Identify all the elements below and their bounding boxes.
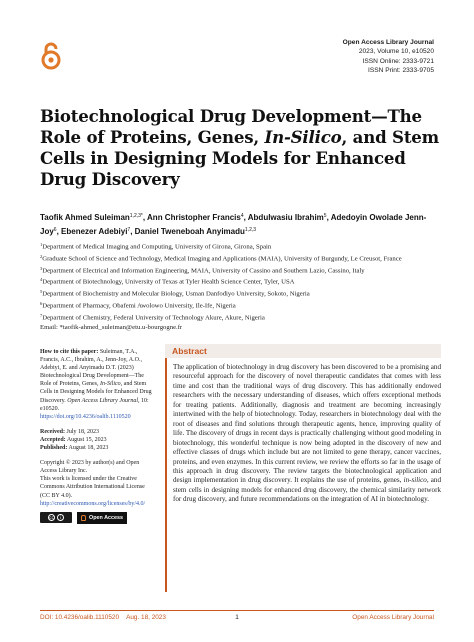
- author-affiliation-marker: 1,2,3: [244, 227, 257, 233]
- journal-info: [274, 38, 434, 76]
- abstract-body-1: The application of biotechnology in drug discovery has been discovered to be a promising and resourceful approach for the discovery of novel therapeutic candidates that comes with less time and cost than the traditional ways of drug discovery. This has additionally endowed researchers with the necessary understanding of diseases, which offers exceptional methods for treating patients. Additionally, diagnosis and treatment are becoming increasingly intertwined with the help of biotechnology. Today, researchers in biotechnology deal with the root of diseases and find solutions through therapeutic agents, hence, improving quality of life. The discovery of drugs in recent days is practically challenging without good modeling in biotechnology, this wonderful technique is now being adopted in the discovery of new and effective classes of drugs which include but are not limited to gene therapy, cancer vaccines, proteins, and even enzymes. In this current review, we review the efforts so far in the usage of this approach in drug discovery. The review targets the biotechnological application and design implementation in drug discovery. It explains the use of proteins, genes,: [173, 363, 441, 485]
- abstract-italic: in-silico: [403, 476, 427, 485]
- abstract-body-2: , and stem cells in designing models for enhanced drug discovery, the chemical similarity network for drug discovery, and future recommendations on the integration of AI in biotechnology.: [173, 476, 441, 504]
- journal-volume: 2023, Volume 10, e10520: [358, 48, 434, 56]
- affiliation-item: [40, 252, 440, 264]
- affiliation-number: 5: [40, 289, 43, 295]
- license-badges: [40, 512, 156, 524]
- affiliation-text: Department of Pharmacy, Obafemi Awolowo University, Ile-Ife, Nigeria: [42, 302, 236, 310]
- affiliation-text: Department of Electrical and Information Engineering, MAIA, University of Cassino and Southern Lazio, Cassino, Italy: [42, 267, 365, 275]
- license-url[interactable]: http://creativecommons.org/licenses/by/4.0/: [40, 500, 146, 507]
- cite-text: Suleiman, T.A., Francis, A.C., Ibrahim, A., Jenn-Joy, A.O., Adebiyi, E. and Anyimadu D.T. (2023) Biotechnological Drug Development—The Role of Proteins, Genes,: [40, 349, 144, 388]
- title-italic: In-Silico: [264, 127, 342, 147]
- published-date: [40, 444, 156, 452]
- author-name: Daniel Tweneboah Anyimadu: [134, 227, 245, 236]
- author-affiliation-marker: 4: [240, 213, 244, 219]
- affiliation-number: 6: [40, 300, 43, 306]
- title-part-1: Biotechnological Drug Development—The Role of Proteins, Genes,: [40, 106, 422, 147]
- open-access-logo-icon: [40, 40, 62, 70]
- author-name: Ann Christopher Francis: [147, 213, 241, 222]
- author-affiliation-marker: 6: [53, 227, 57, 233]
- footer-doi[interactable]: [40, 614, 166, 621]
- published-value: August 18, 2023: [67, 445, 109, 452]
- open-access-badge[interactable]: [77, 512, 127, 524]
- author-name: Adedoyin Owolade Jenn-Joy: [40, 213, 427, 236]
- received-value: July 18, 2023: [65, 428, 100, 435]
- author-separator: ,: [243, 213, 248, 222]
- author-name: Ebenezer Adebiyi: [61, 227, 128, 236]
- affiliation-text: Department of Medical Imaging and Computing, University of Girona, Girona, Spain: [42, 243, 272, 251]
- affiliation-text: Graduate School of Science and Technology, Medical Imaging and Applications (MAIA), University of Burgundy, Le Creusot, France: [42, 255, 402, 263]
- article-info-column: [40, 348, 156, 524]
- cc-by-icon[interactable]: cc i: [40, 512, 72, 523]
- author-affiliation-marker: 5: [323, 213, 327, 219]
- license-text: This work is licensed under the Creative Commons Attribution International License (CC BY 4.0).: [40, 476, 145, 499]
- cite-text-3: , 10: e10520.: [40, 397, 149, 412]
- received-label: Received:: [40, 428, 65, 435]
- accepted-date: [40, 436, 156, 444]
- affiliation-item: [40, 299, 440, 311]
- abstract-text: [173, 363, 441, 505]
- issn-online: ISSN Online: 2333-9721: [362, 57, 434, 65]
- cite-journal: Open Access Library Journal: [67, 397, 138, 404]
- cite-text-2: , and Stem Cells in Designing Models for Enhanced Drug Discovery.: [40, 381, 152, 404]
- accepted-value: August 15, 2023: [65, 436, 107, 443]
- published-label: Published:: [40, 445, 68, 452]
- author-separator: ,: [56, 227, 62, 236]
- corresponding-email[interactable]: Email: *taofik-ahmed_suleiman@etu.u-bourgogne.fr: [40, 323, 183, 331]
- affiliation-number: 7: [40, 312, 43, 318]
- affiliation-item: [40, 311, 440, 323]
- author-list: [40, 210, 440, 238]
- accepted-label: Accepted:: [40, 436, 66, 443]
- open-access-label: Open Access: [89, 514, 123, 521]
- title-part-2: , and Stem Cells in Designing Models for Enhanced Drug Discovery: [40, 127, 440, 189]
- author-separator: ,: [326, 213, 331, 222]
- cite-doi-link[interactable]: https://doi.org/10.4236/oalib.1110520: [40, 413, 131, 420]
- cite-italic: In-Silico: [100, 381, 121, 388]
- page-number: 1: [235, 614, 239, 621]
- footer-rule: [40, 610, 434, 611]
- received-date: [40, 428, 156, 436]
- affiliation-item: [40, 240, 440, 252]
- abstract-heading: Abstract: [172, 346, 207, 356]
- affiliation-number: 1: [40, 242, 43, 247]
- affiliation-item: [40, 275, 440, 287]
- citation: [40, 348, 156, 421]
- affiliation-list: [40, 240, 440, 332]
- page-footer: [40, 614, 434, 624]
- author-separator: ,: [130, 227, 135, 236]
- copyright: Copyright © 2023 by author(s) and Open Access Library Inc.: [40, 460, 140, 475]
- issn-print: ISSN Print: 2333-9705: [368, 67, 434, 75]
- affiliation-number: 3: [40, 265, 43, 271]
- affiliation-item: [40, 264, 440, 276]
- footer-date: Aug. 18, 2023: [126, 614, 166, 621]
- author-separator: ,: [142, 213, 148, 222]
- affiliation-number: 2: [40, 253, 43, 259]
- cite-label: How to cite this paper:: [40, 349, 99, 355]
- author-affiliation-marker: 1,2,3*: [129, 213, 143, 219]
- affiliation-text: Department of Chemistry, Federal University of Technology Akure, Akure, Nigeria: [42, 314, 265, 322]
- footer-doi-text: DOI: 10.4236/oalib.1110520: [40, 614, 119, 621]
- lock-icon: [81, 515, 86, 521]
- affiliation-text: Department of Biochemistry and Molecular Biology, Usman Danfodiyo University, Sokoto, Nigeria: [42, 290, 310, 298]
- affiliation-item: [40, 287, 440, 299]
- footer-journal: Open Access Library Journal: [352, 614, 434, 621]
- affiliation-text: Department of Biotechnology, University of Texas at Tyler Health Science Center, Tyler, USA: [42, 278, 295, 286]
- author-name: Taofik Ahmed Suleiman: [40, 213, 130, 222]
- author-affiliation-marker: 7: [127, 227, 131, 233]
- journal-name: Open Access Library Journal: [342, 39, 434, 46]
- author-name: Abdulwasiu Ibrahim: [247, 213, 324, 222]
- affiliation-number: 4: [40, 277, 43, 283]
- paper-title: [40, 106, 440, 190]
